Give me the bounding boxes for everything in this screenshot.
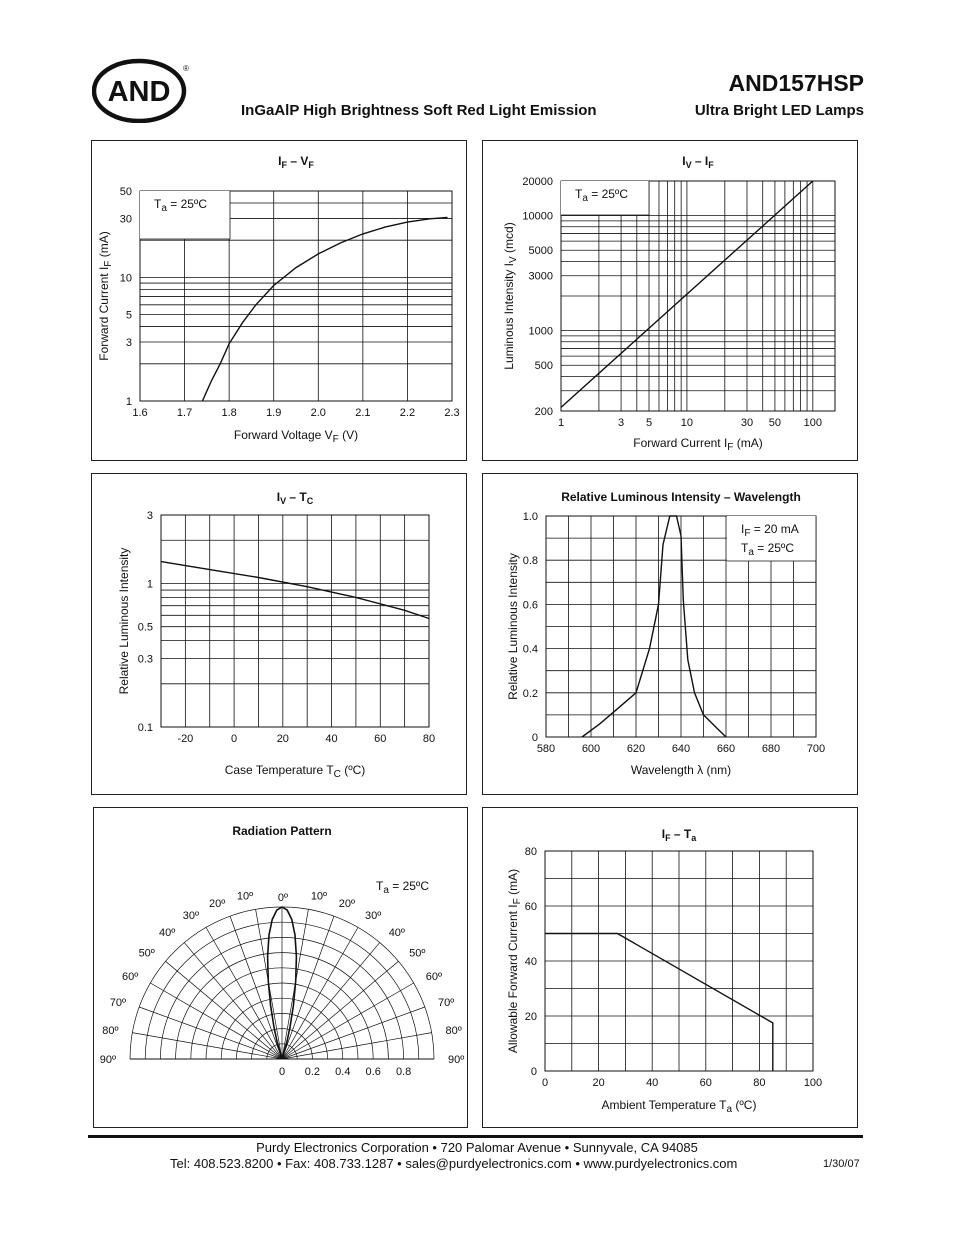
y-tick-label: 3 [125,337,132,350]
x-axis-label: Case Temperature $T_C$ (ºC) [224,763,366,780]
x-tick-label: 60 [374,733,387,745]
x-tick-label: 2.0 [310,407,326,419]
angle-label: 20º [208,898,226,911]
part-number: AND157HSP [728,70,864,96]
angle-label: 10º [310,890,328,903]
plot-area [545,851,813,1071]
x-tick-label: 40 [325,733,338,745]
chart-title: Relative Luminous Intensity – Wavelength [561,490,801,504]
angle-label: 30º [182,910,199,923]
annotation-temperature: $T_a$ = 25ºC [741,541,794,558]
angle-label: 90º [99,1054,116,1066]
footer-contact: Tel: 408.523.8200 • Fax: 408.733.1287 • sales@purdyelectronics.com • www.purdyelectronics.com [170,1156,738,1171]
product-category: Ultra Bright LED Lamps [694,102,864,119]
y-tick-label: 5 [125,309,132,322]
y-tick-label: 10 [119,272,132,285]
annotation-temperature: $T_a$ = 25ºC [376,879,429,896]
x-tick-label: 5 [645,417,653,429]
x-tick-label: 100 [803,417,823,429]
x-tick-label: 20 [276,733,289,745]
y-tick-label: 30 [119,213,132,226]
y-tick-label: 0.6 [522,599,538,612]
angle-label: 40º [388,926,405,939]
chart-if-ta [483,808,857,1127]
radial-tick-label: 0.2 [304,1066,321,1078]
footer-date: 1/30/07 [823,1158,860,1170]
chart-if-vf [92,141,466,460]
y-axis-label: Luminous Intensity $I_V$ (mcd) [502,222,519,370]
plot-area [161,515,429,727]
x-tick-label: 3 [618,417,625,429]
x-tick-label: 680 [761,743,781,755]
y-tick-label: 3000 [528,270,553,283]
angle-label: 40º [159,926,176,939]
panel-if-ta [482,807,858,1128]
x-tick-label: 1.6 [132,407,148,419]
x-tick-label: 640 [671,743,691,755]
radial-tick-label: 0.8 [395,1066,412,1078]
chart-radiation [94,808,467,1127]
angle-label: 90º [448,1054,465,1066]
radial-tick-label: 0 [278,1066,286,1078]
annotation-temperature: $T_a$ = 25ºC [575,187,628,204]
x-tick-label: 2.3 [444,407,460,419]
chart-iv-if [483,141,857,460]
y-tick-label: 1 [146,578,153,591]
x-tick-label: 620 [626,743,646,755]
y-tick-label: 60 [524,901,537,913]
angle-label: 50º [409,947,426,960]
y-axis-label: Forward Current $I_F$ (mA) [97,231,114,361]
y-tick-label: 1000 [528,325,553,338]
angle-label: 80º [102,1025,119,1038]
y-tick-label: 0.3 [137,653,153,666]
x-tick-label: 600 [581,743,601,755]
chart-iv-tc [92,474,466,794]
y-tick-label: 5000 [528,245,553,258]
x-tick-label: 10 [680,417,694,429]
angle-label: 30º [365,910,382,923]
plot-area [140,191,452,401]
x-tick-label: 2.1 [355,407,371,419]
angle-label: 70º [109,997,127,1010]
y-tick-label: 20 [524,1011,537,1023]
plot-area [561,181,835,411]
angle-label: 10º [236,890,254,903]
x-tick-label: 2.2 [399,407,416,419]
series-line [202,218,447,402]
y-tick-label: 0.4 [522,643,538,656]
x-tick-label: 40 [646,1077,659,1089]
y-tick-label: 50 [119,186,132,198]
y-axis-label: Relative Luminous Intensity [117,547,131,695]
y-tick-label: 10000 [522,210,553,223]
x-tick-label: 50 [768,417,782,429]
y-tick-label: 0 [531,732,538,744]
angle-label: 0º [277,892,289,904]
radial-tick-label: 0.4 [335,1066,351,1078]
x-tick-label: 700 [806,743,826,755]
x-tick-label: 0 [541,1077,549,1089]
y-tick-label: 3 [146,510,153,522]
y-tick-label: 0.2 [522,687,538,700]
x-tick-label: 80 [753,1077,766,1089]
y-axis-label: Allowable Forward Current $I_F$ (mA) [506,868,523,1054]
panel-iv-tc [91,473,467,795]
panel-if-vf [91,140,467,461]
product-subtitle: InGaAlP High Brightness Soft Red Light Emission [241,102,597,119]
x-tick-label: 660 [716,743,736,755]
annotation-temperature: $T_a$ = 25ºC [154,197,207,214]
series-line [545,934,773,1072]
and-logo [92,57,192,123]
y-tick-label: 200 [534,406,553,418]
x-axis-label: Ambient Temperature $T_a$ (ºC) [601,1098,757,1115]
y-tick-label: 20000 [522,176,553,188]
x-tick-label: 30 [740,417,754,429]
panel-iv-if [482,140,858,461]
x-tick-label: -20 [177,733,194,745]
y-tick-label: 80 [524,846,537,858]
y-tick-label: 500 [534,360,553,373]
x-tick-label: 60 [699,1077,712,1089]
angle-label: 20º [338,898,356,911]
y-tick-label: 0 [530,1066,537,1078]
y-tick-label: 0.1 [137,722,153,734]
angle-label: 80º [445,1025,462,1038]
angle-label: 50º [138,947,155,960]
panel-rel-wavelength [482,473,858,795]
chart-title: $I_F - T_a$ [661,827,697,843]
y-tick-label: 40 [524,956,537,968]
x-axis-label: Forward Current $I_F$ (mA) [633,436,763,453]
angle-label: 60º [121,971,139,983]
x-tick-label: 0 [231,733,238,745]
logo-text: AND [107,76,171,108]
plot-frame [161,515,429,727]
angle-label: 70º [437,997,455,1010]
x-tick-label: 580 [536,743,556,755]
x-axis-label: Wavelength λ (nm) [630,763,732,777]
angle-label: 60º [425,971,443,983]
x-tick-label: 100 [803,1077,823,1089]
y-tick-label: 1.0 [522,511,538,523]
x-axis-label: Forward Voltage $V_F$ (V) [233,428,359,445]
panel-radiation [93,807,468,1128]
x-tick-label: 80 [422,733,436,745]
chart-title: $I_V - T_C$ [276,490,314,506]
annotation-current: $I_F = 20$ mA [741,522,799,539]
footer-rule [88,1135,863,1138]
footer-address: Purdy Electronics Corporation • 720 Palomar Avenue • Sunnyvale, CA 94085 [256,1140,698,1155]
y-axis-label: Relative Luminous Intensity [506,553,520,700]
y-tick-label: 1 [125,396,132,408]
chart-title: Radiation Pattern [232,824,332,838]
y-tick-label: 0.5 [137,621,153,634]
x-tick-label: 20 [592,1077,605,1089]
x-tick-label: 1.8 [221,407,237,419]
x-tick-label: 1.7 [176,407,193,419]
chart-title: $I_V - I_F$ [682,154,714,170]
y-tick-label: 0.8 [522,555,538,568]
radial-tick-label: 0.6 [365,1066,381,1078]
registered-mark: ® [183,64,189,73]
x-tick-label: 1.9 [266,407,282,419]
x-tick-label: 1 [557,417,565,429]
chart-title: $I_F - V_F$ [278,154,314,170]
chart-rel-wavelength [483,474,857,794]
